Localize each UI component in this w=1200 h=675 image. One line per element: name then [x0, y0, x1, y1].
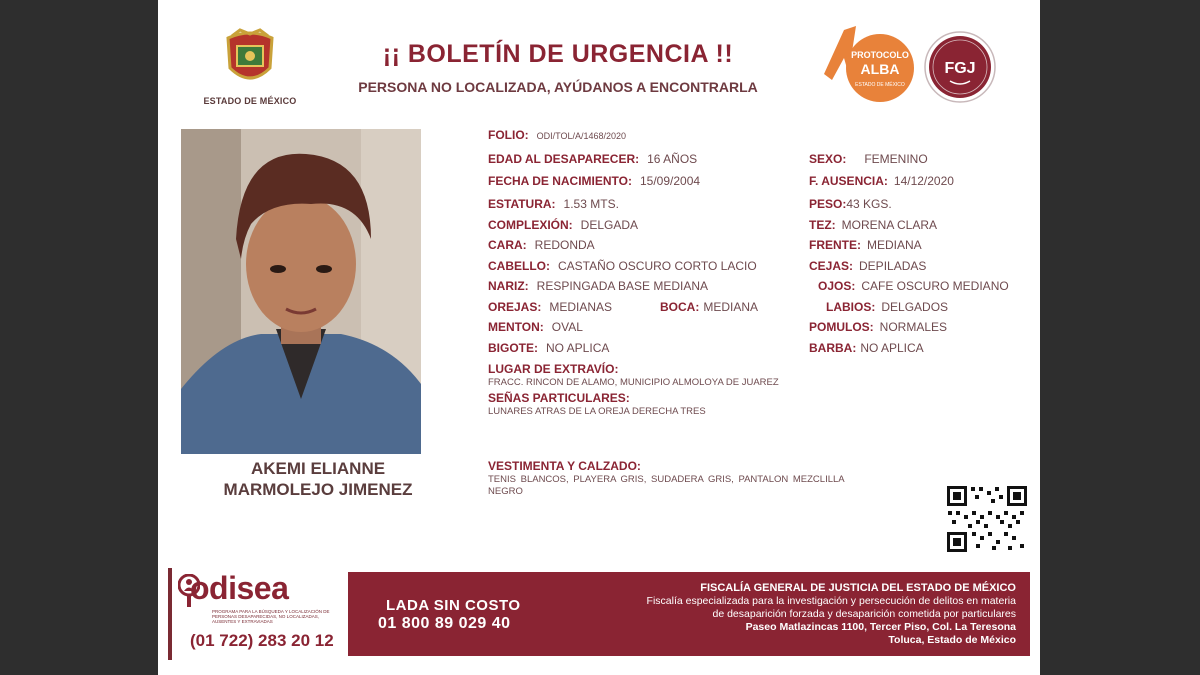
estado-de-mexico-logo — [200, 28, 300, 106]
lugar-label: LUGAR DE EXTRAVÍO: — [488, 362, 619, 376]
lada-title: LADA SIN COSTO — [386, 597, 521, 614]
odisea-phone[interactable]: (01 722) 283 20 12 — [190, 631, 334, 650]
field-pomulos — [809, 320, 947, 334]
edad-value: 16 AÑOS — [647, 152, 698, 166]
frente-value: MEDIANA — [867, 238, 922, 252]
svg-text:FGJ: FGJ — [944, 60, 976, 77]
odisea-block — [168, 568, 348, 660]
barba-value: NO APLICA — [860, 341, 924, 355]
ausencia-label: F. AUSENCIA: — [809, 174, 888, 188]
svg-text:ALBA: ALBA — [860, 61, 900, 77]
tez-label: TEZ: — [809, 218, 836, 232]
folio-value: ODI/TOL/A/1468/2020 — [536, 131, 627, 141]
fiscalia-info — [556, 582, 1016, 647]
pomulos-value: NORMALES — [879, 320, 948, 334]
person-first-names: AKEMI ELIANNE — [250, 459, 386, 478]
menton-label: MENTON: — [488, 320, 544, 334]
ojos-label: OJOS: — [818, 279, 856, 293]
field-barba — [809, 341, 924, 355]
menton-value: OVAL — [551, 320, 583, 334]
field-frente — [809, 238, 922, 252]
field-menton — [488, 320, 583, 334]
ausencia-value: 14/12/2020 — [893, 174, 954, 188]
orejas-value: MEDIANAS — [549, 300, 613, 314]
qr-code-icon — [945, 484, 1029, 554]
field-labios — [826, 300, 948, 314]
senas-label: SEÑAS PARTICULARES: — [488, 391, 630, 405]
alba-ribbon-icon — [822, 22, 918, 104]
protocolo-alba-logo — [822, 22, 918, 109]
coat-of-arms-icon — [220, 28, 280, 90]
peso-label: PESO: — [809, 197, 847, 211]
field-bigote — [488, 341, 609, 355]
field-orejas — [488, 300, 612, 314]
boca-label: BOCA: — [660, 300, 700, 314]
footer-contact-band — [348, 572, 1030, 656]
portrait-image — [181, 129, 421, 454]
vestimenta-line1: TENIS BLANCOS, PLAYERA GRIS, SUDADERA GRIS, PANTALON MEZCLILLA — [488, 474, 845, 485]
field-ausencia — [809, 174, 954, 188]
svg-text:ESTADO DE MÉXICO: ESTADO DE MÉXICO — [855, 82, 905, 88]
folio-label: FOLIO: — [488, 128, 529, 142]
bulletin-subtitle: PERSONA NO LOCALIZADA, AYÚDANOS A ENCONTRARLA — [358, 79, 758, 95]
lugar-value: FRACC. RINCON DE ALAMO, MUNICIPIO ALMOLOYA DE JUAREZ — [488, 377, 779, 388]
field-sexo — [809, 152, 928, 166]
complexion-value: DELGADA — [580, 218, 639, 232]
odisea-description: PROGRAMA PARA LA BÚSQUEDA Y LOCALIZACIÓN DE PERSONAS DESAPARECIDAS, NO LOCALIZADAS, AUSENTES Y EXTRAVIADAS — [212, 609, 330, 624]
cabello-value: CASTAÑO OSCURO CORTO LACIO — [558, 259, 757, 273]
qr-code[interactable] — [945, 484, 1029, 554]
left-dark-border — [0, 0, 158, 675]
field-boca — [660, 300, 758, 314]
vestimenta-line2: NEGRO — [488, 486, 523, 497]
labios-label: LABIOS: — [826, 300, 876, 314]
cara-value: REDONDA — [534, 238, 595, 252]
field-folio — [488, 128, 626, 142]
estatura-value: 1.53 MTS. — [563, 197, 619, 211]
vestimenta-value — [488, 474, 845, 498]
fgj-logo — [924, 31, 996, 108]
nariz-label: NARIZ: — [488, 279, 529, 293]
orejas-label: OREJAS: — [488, 300, 542, 314]
field-edad — [488, 152, 697, 166]
fiscalia-line2: de desaparición forzada y desaparición cometida por particulares — [712, 608, 1016, 620]
field-estatura — [488, 197, 619, 211]
sexo-label: SEXO: — [809, 152, 847, 166]
complexion-label: COMPLEXIÓN: — [488, 218, 573, 232]
person-photo — [181, 129, 421, 454]
bulletin-title: ¡¡ BOLETÍN DE URGENCIA !! — [382, 40, 734, 68]
senas-value: LUNARES ATRAS DE LA OREJA DERECHA TRES — [488, 406, 706, 417]
ojos-value: CAFE OSCURO MEDIANO — [861, 279, 1009, 293]
person-last-names: MARMOLEJO JIMENEZ — [223, 480, 413, 499]
field-ojos — [818, 279, 1009, 293]
bigote-value: NO APLICA — [546, 341, 610, 355]
labios-value: DELGADOS — [881, 300, 949, 314]
pomulos-label: POMULOS: — [809, 320, 874, 334]
person-name — [198, 458, 438, 500]
cara-label: CARA: — [488, 238, 527, 252]
right-dark-border — [1040, 0, 1200, 675]
peso-value: 43 KGS. — [846, 197, 892, 211]
field-peso — [809, 197, 892, 211]
cejas-label: CEJAS: — [809, 259, 854, 273]
state-caption: ESTADO DE MÉXICO — [203, 96, 297, 106]
bulletin-sheet — [158, 0, 1040, 675]
field-nariz — [488, 279, 708, 293]
estatura-label: ESTATURA: — [488, 197, 556, 211]
boca-value: MEDIANA — [703, 300, 759, 314]
odisea-logo-text: odisea — [190, 570, 289, 606]
fgj-seal-icon — [924, 31, 996, 103]
field-cara — [488, 238, 595, 252]
nacimiento-value: 15/09/2004 — [640, 174, 701, 188]
field-cabello — [488, 259, 757, 273]
frente-label: FRENTE: — [809, 238, 861, 252]
svg-text:PROTOCOLO: PROTOCOLO — [851, 50, 909, 60]
field-complexion — [488, 218, 638, 232]
fiscalia-address2: Toluca, Estado de México — [888, 634, 1016, 646]
fiscalia-title: FISCALÍA GENERAL DE JUSTICIA DEL ESTADO DE MÉXICO — [700, 582, 1016, 594]
nariz-value: RESPINGADA BASE MEDIANA — [536, 279, 709, 293]
cejas-value: DEPILADAS — [859, 259, 927, 273]
sexo-value: FEMENINO — [864, 152, 928, 166]
edad-label: EDAD AL DESAPARECER: — [488, 152, 640, 166]
field-tez — [809, 218, 937, 232]
tez-value: MORENA CLARA — [841, 218, 938, 232]
vestimenta-label: VESTIMENTA Y CALZADO: — [488, 459, 641, 473]
field-cejas — [809, 259, 926, 273]
nacimiento-label: FECHA DE NACIMIENTO: — [488, 174, 632, 188]
fiscalia-line1: Fiscalía especializada para la investigación y persecución de delitos en materia — [646, 595, 1016, 607]
fiscalia-address1: Paseo Matlazincas 1100, Tercer Piso, Col. La Teresona — [745, 621, 1016, 633]
cabello-label: CABELLO: — [488, 259, 550, 273]
field-nacimiento — [488, 174, 700, 188]
bigote-label: BIGOTE: — [488, 341, 538, 355]
barba-label: BARBA: — [809, 341, 857, 355]
lada-number[interactable]: 01 800 89 029 40 — [378, 615, 511, 632]
